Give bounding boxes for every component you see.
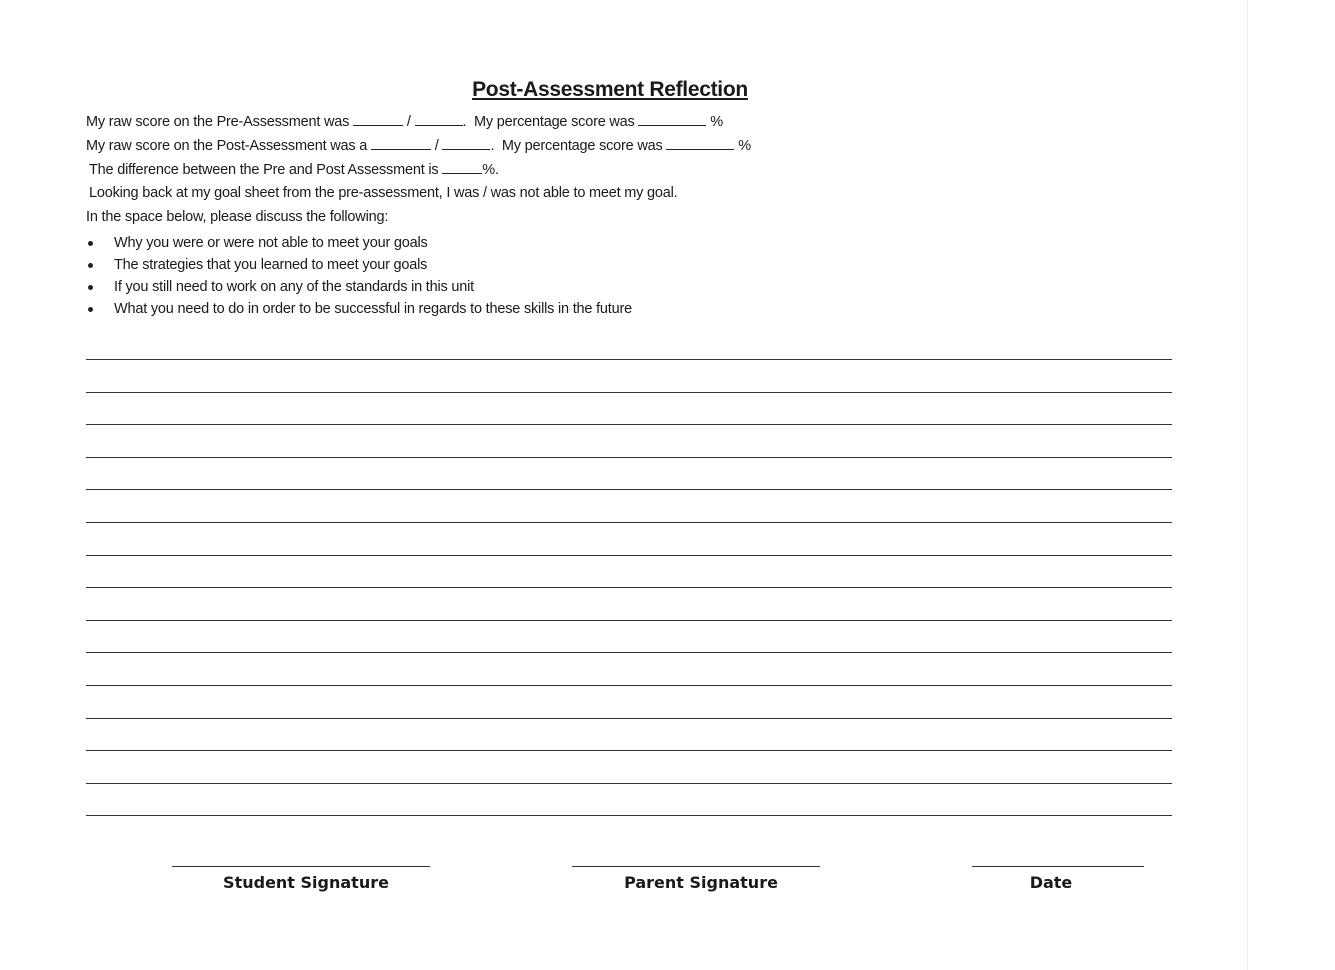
writing-line[interactable]	[86, 555, 1172, 556]
writing-line[interactable]	[86, 652, 1172, 653]
difference-line	[89, 161, 499, 178]
percent-sign: %	[734, 138, 751, 154]
writing-line[interactable]	[86, 359, 1172, 360]
date-label: Date	[1029, 873, 1073, 892]
page-title: Post-Assessment Reflection	[472, 78, 748, 101]
post-assessment-line	[86, 137, 751, 154]
percent-sign: %.	[482, 162, 499, 178]
post-label: My raw score on the Post-Assessment was a	[86, 138, 371, 154]
separator: /	[403, 114, 415, 130]
post-raw-score-blank[interactable]	[371, 137, 431, 150]
writing-line[interactable]	[86, 522, 1172, 523]
writing-line[interactable]	[86, 392, 1172, 393]
post-percent-blank[interactable]	[666, 137, 734, 150]
writing-line[interactable]	[86, 750, 1172, 751]
writing-line[interactable]	[86, 620, 1172, 621]
writing-line[interactable]	[86, 815, 1172, 816]
separator: /	[430, 138, 443, 154]
pre-label: My raw score on the Pre-Assessment was	[86, 114, 353, 130]
writing-line[interactable]	[86, 424, 1172, 425]
discussion-bullets	[86, 233, 632, 321]
bullet-item: If you still need to work on any of the standards in this unit	[86, 277, 632, 299]
writing-line[interactable]	[86, 457, 1172, 458]
difference-blank[interactable]	[442, 161, 482, 174]
writing-line[interactable]	[86, 685, 1172, 686]
writing-line[interactable]	[86, 489, 1172, 490]
pre-percent-blank[interactable]	[638, 113, 706, 126]
post-percent-label: . My percentage score was	[490, 138, 667, 154]
student-signature-label: Student Signature	[223, 873, 389, 892]
bullet-item: The strategies that you learned to meet your goals	[86, 255, 632, 277]
parent-signature-line[interactable]	[572, 866, 820, 867]
pre-total-blank[interactable]	[415, 113, 463, 126]
writing-line[interactable]	[86, 587, 1172, 588]
goal-line: Looking back at my goal sheet from the pre-assessment, I was / was not able to meet my goal.	[89, 185, 678, 201]
writing-line[interactable]	[86, 718, 1172, 719]
pre-assessment-line	[86, 113, 723, 130]
parent-signature-label: Parent Signature	[624, 873, 778, 892]
writing-line[interactable]	[86, 783, 1172, 784]
page-edge	[1247, 0, 1248, 970]
discuss-instruction: In the space below, please discuss the following:	[86, 209, 389, 225]
date-line[interactable]	[972, 866, 1144, 867]
pre-percent-label: . My percentage score was	[462, 114, 639, 130]
percent-sign: %	[706, 114, 723, 130]
post-total-blank[interactable]	[442, 137, 490, 150]
pre-raw-score-blank[interactable]	[353, 113, 403, 126]
student-signature-line[interactable]	[172, 866, 430, 867]
bullet-item: Why you were or were not able to meet your goals	[86, 233, 632, 255]
bullet-item: What you need to do in order to be successful in regards to these skills in the future	[86, 299, 632, 321]
difference-label: The difference between the Pre and Post Assessment is	[89, 162, 443, 178]
